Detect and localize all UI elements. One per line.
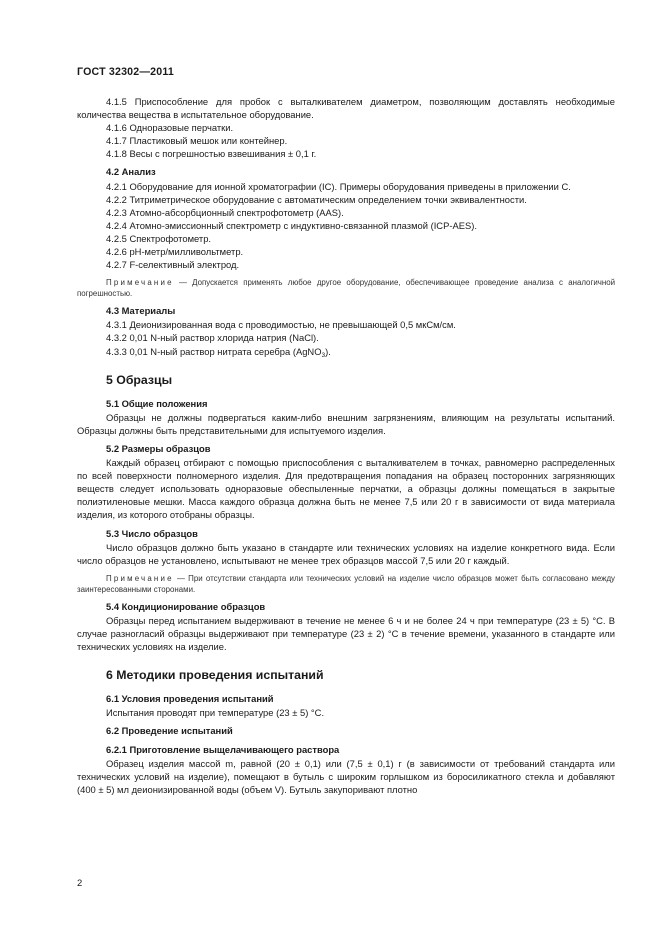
clause-4-3-3-end: ). <box>325 345 331 357</box>
clause-4-3-3 <box>77 345 615 358</box>
clause-4-1-8: 4.1.8 Весы с погрешностью взвешивания ± 0,1 г. <box>106 148 317 160</box>
clause-4-2-2: 4.2.2 Титриметрическое оборудование с автоматическим определением точки эквивалентности. <box>106 193 527 205</box>
subscript: 3 <box>321 351 326 359</box>
clause-4-3-2: 4.3.2 0,01 N-ный раствор хлорида натрия (NaCl). <box>106 332 319 344</box>
clause-4-2-1: 4.2.1 Оборудование для ионной хроматографии (IC). Примеры оборудования приведены в приложении С. <box>106 180 571 192</box>
clause-4-1-5: 4.1.5 Приспособление для пробок с выталкивателем диаметром, позволяющим доставлять необходимые количества вещества в испытательное оборудование. <box>77 96 615 121</box>
clause-5-1: Образцы не должны подвергаться каким-либо внешним загрязнениям, влияющим на результаты испытаний. Образцы должны быть представительными для испытуемого изделия. <box>77 411 615 436</box>
note-label: Примечание <box>106 278 174 288</box>
clause-4-2-3: 4.2.3 Атомно-абсорбционный спектрофотометр (AAS). <box>106 206 344 218</box>
note-5-3 <box>77 573 615 595</box>
heading-4-3: 4.3 Материалы <box>106 305 176 317</box>
clause-5-3: Число образцов должно быть указано в стандарте или технических условиях на изделие конкретного вида. Если число образцов не установлено, испытывают не менее трех образцов массой 7,5 или 20 г каждый. <box>77 541 615 566</box>
clause-4-2-5: 4.2.5 Спектрофотометр. <box>106 232 212 244</box>
note-text: — Допускается применять любое другое оборудование, обеспечивающее проведение анализа с аналогичной погрешностью. <box>77 278 615 299</box>
heading-6-2-1: 6.2.1 Приготовление выщелачивающего раствора <box>106 743 340 755</box>
clause-4-2-6: 4.2.6 pH-метр/милливольтметр. <box>106 246 244 258</box>
clause-6-1: Испытания проводят при температуре (23 ± 5) °С. <box>106 707 325 719</box>
heading-5-4: 5.4 Кондиционирование образцов <box>106 600 266 612</box>
clause-4-1-6: 4.1.6 Одноразовые перчатки. <box>106 122 234 134</box>
note-label: Примечание <box>106 573 174 583</box>
clause-6-2-1: Образец изделия массой m, равной (20 ± 0,1) или (7,5 ± 0,1) г (в зависимости от требований стандарта или технических условий на изделие), помещают в бутыль с широким горлышком из боросиликатного стекла и добавляют (400 ± 5) мл деионизированной воды (объем V). Бутыль закупоривают плотно <box>77 757 615 795</box>
page-content <box>77 95 615 796</box>
section-6-title: 6 Методики проведения испытаний <box>106 668 324 683</box>
note-4-2 <box>77 277 615 299</box>
page-number: 2 <box>77 877 83 888</box>
section-5-title: 5 Образцы <box>106 372 173 387</box>
heading-5-1: 5.1 Общие положения <box>106 397 208 409</box>
clause-4-2-4: 4.2.4 Атомно-эмиссионный спектрометр с индуктивно-связанной плазмой (ICP-AES). <box>106 219 477 231</box>
heading-6-1: 6.1 Условия проведения испытаний <box>106 693 274 705</box>
clause-5-4: Образцы перед испытанием выдерживают в течение не менее 6 ч и не более 24 ч при температуре (23 ± 5) °С. В случае разногласий образцы выдерживают при температуре (23 ± 2) °С в течение времени, указанного в стандарте или технических условиях на изделие. <box>77 614 615 653</box>
clause-5-2: Каждый образец отбирают с помощью приспособления с выталкивателем в точках, равномерно распределенных по всей поверхности полномерного изделия. Для предотвращения попадания на образец посторонних загрязняющих веществ следует использовать одноразовые обеспыленные перчатки, а образцы должны помещаться в закрытые полиэтиленовые мешки. Масса каждого образца должна быть не менее 7,5 или 20 г в зависимости от вида материала изделия, из которого отобраны образцы. <box>77 457 615 521</box>
heading-6-2: 6.2 Проведение испытаний <box>106 725 233 737</box>
clause-4-3-3-text: 4.3.3 0,01 N-ный раствор нитрата серебра (AgNO <box>106 345 322 357</box>
clause-4-2-7: 4.2.7 F-селективный электрод. <box>106 259 240 271</box>
note-text: — При отсутствии стандарта или технических условий на изделие число образцов может быть согласовано между заинтересованными сторонами. <box>77 573 615 594</box>
heading-4-2: 4.2 Анализ <box>106 166 156 178</box>
heading-5-2: 5.2 Размеры образцов <box>106 442 211 454</box>
clause-4-3-1: 4.3.1 Деионизированная вода с проводимостью, не превышающей 0,5 мкСм/см. <box>106 319 456 331</box>
clause-4-1-7: 4.1.7 Пластиковый мешок или контейнер. <box>106 135 288 147</box>
standard-header: ГОСТ 32302—2011 <box>77 66 174 78</box>
heading-5-3: 5.3 Число образцов <box>106 527 198 539</box>
